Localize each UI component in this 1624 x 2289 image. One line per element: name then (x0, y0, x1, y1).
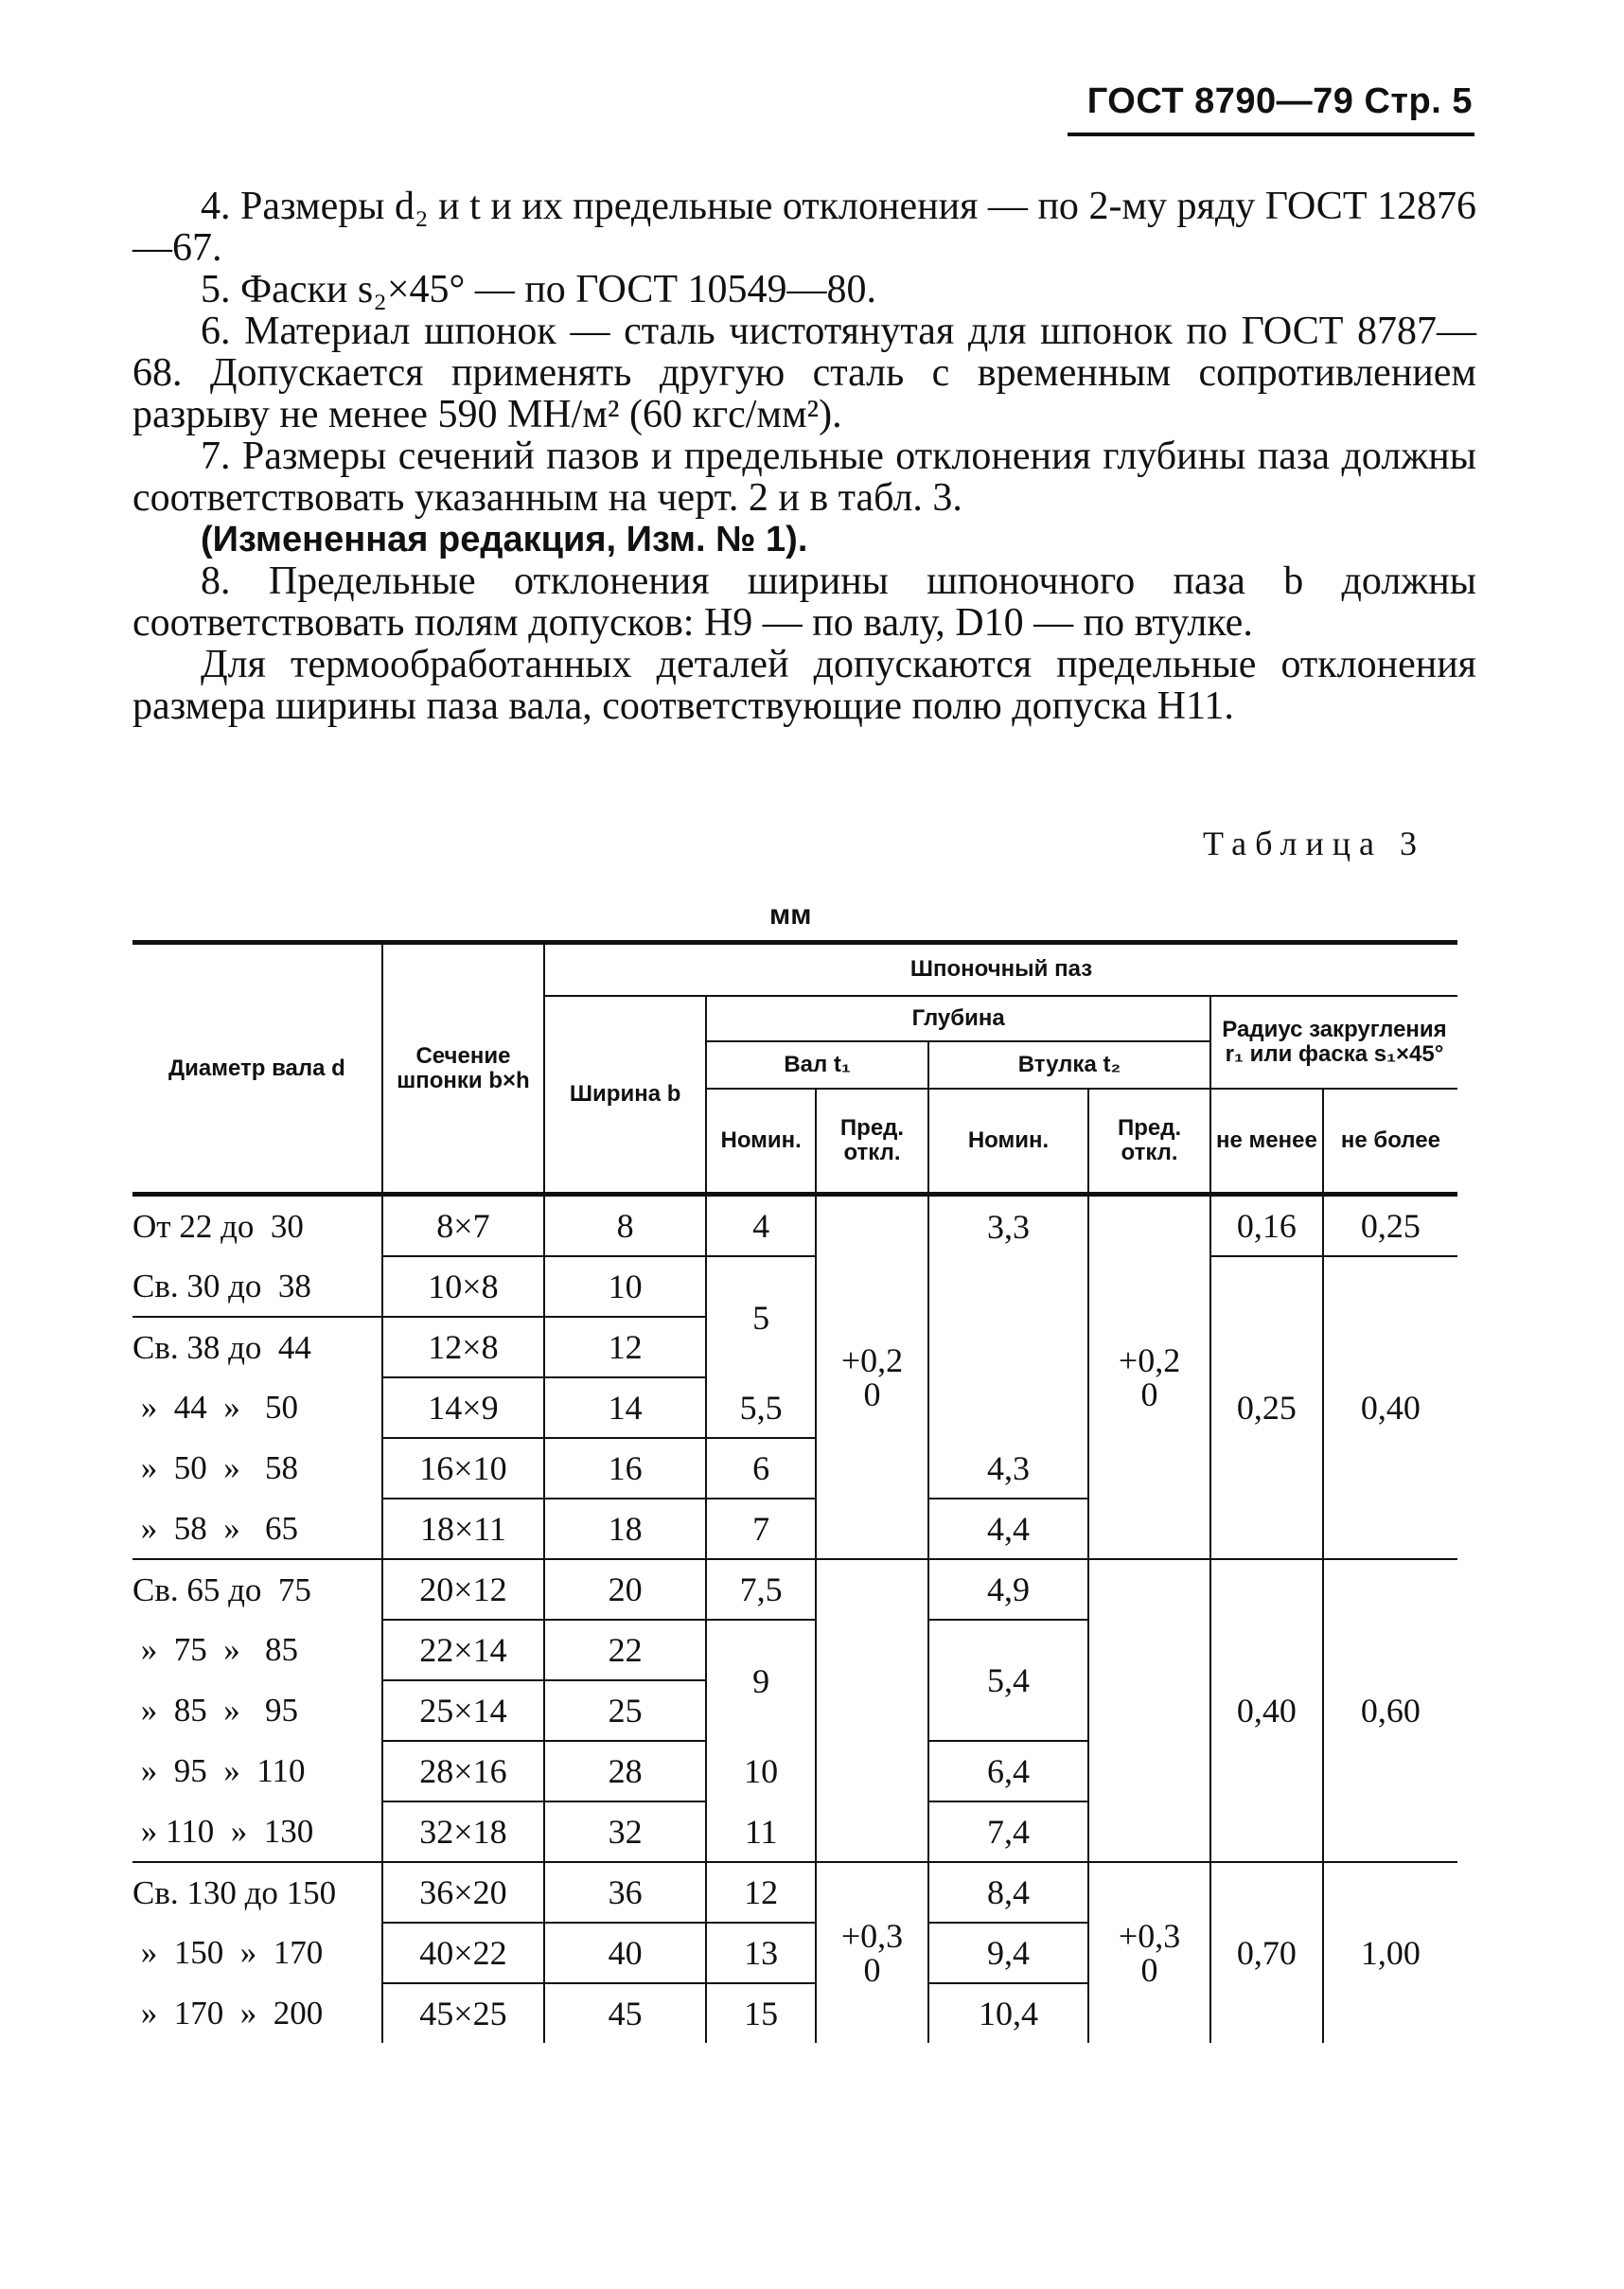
hub-tolerance-group-2: +0,3 0 (1088, 1862, 1210, 2043)
keyway-table (132, 940, 1457, 2043)
table-row: » 150 » 170 40×22 40 13 9,4 (132, 1923, 1457, 1983)
paragraph-4: 4. Размеры d₂ и t и их предельные отклонения — по 2-му ряду ГОСТ 12876—67. (132, 185, 1476, 270)
header-rule (1068, 133, 1474, 136)
col-header-shaft-tolerance: Пред. откл. (816, 1089, 928, 1195)
table-row: От 22 до 30 8×7 8 4 +0,2 0 3,3 +0,2 0 0,16 0,25 (132, 1195, 1457, 1257)
paragraph-heat-treated: Для термообработанных деталей допускаются предельные отклонения размера ширины паза вала, соответствующие полю допуска H11. (132, 643, 1476, 728)
col-header-radius-min: не менее (1210, 1089, 1323, 1195)
body-text (132, 186, 1476, 727)
shaft-tolerance-group-1: +0,2 0 (816, 1195, 928, 1560)
table-row: » 110 » 130 32×18 32 11 7,4 (132, 1801, 1457, 1862)
col-header-keyway: Шпоночный паз (544, 943, 1457, 996)
amendment-note: (Измененная редакция, Изм. № 1). (201, 520, 808, 559)
paragraph-6: 6. Материал шпонок — сталь чистотянутая для шпонок по ГОСТ 8787—68. Допускается применять другую сталь с временным сопротивлением разрыву не менее 590 МН/м² (60 кгс/мм²). (132, 310, 1476, 436)
table-row: » 85 » 95 25×14 25 (132, 1680, 1457, 1741)
table-row: Св. 30 до 38 10×8 10 5 0,25 0,40 (132, 1256, 1457, 1317)
col-header-radius-max: не более (1323, 1089, 1457, 1195)
col-header-width: Ширина b (544, 996, 706, 1195)
col-header-hub-tolerance: Пред. откл. (1088, 1089, 1210, 1195)
shaft-tolerance-group-2: +0,3 0 (816, 1862, 928, 2043)
table-row: » 95 » 110 28×16 28 10 6,4 (132, 1741, 1457, 1801)
table-row: Св. 38 до 44 12×8 12 (132, 1317, 1457, 1377)
col-header-shaft: Вал t₁ (706, 1041, 928, 1089)
table-row: Св. 130 до 150 36×20 36 12 +0,3 0 8,4 +0,3 0 0,70 1,00 (132, 1862, 1457, 1923)
page-header: ГОСТ 8790—79 Стр. 5 (1086, 81, 1473, 121)
table-units: мм (769, 899, 812, 931)
paragraph-5: 5. Фаски s₂×45° — по ГОСТ 10549—80. (201, 268, 877, 311)
table-caption: Таблица 3 (1203, 825, 1425, 862)
table-row: » 58 » 65 18×11 18 7 4,4 (132, 1499, 1457, 1559)
col-header-depth: Глубина (706, 996, 1210, 1041)
paragraph-7: 7. Размеры сечений пазов и предельные отклонения глубины паза должны соответствовать указанным на черт. 2 и в табл. 3. (132, 435, 1476, 520)
table-row: » 75 » 85 22×14 22 9 5,4 (132, 1620, 1457, 1680)
paragraph-8: 8. Предельные отклонения ширины шпоночного паза b должны соответствовать полям допусков: H9 — по валу, D10 — по втулке. (132, 559, 1476, 645)
table-row: Св. 65 до 75 20×12 20 7,5 4,9 0,40 0,60 (132, 1559, 1457, 1620)
col-header-diameter: Диаметр вала d (132, 943, 382, 1195)
col-header-hub: Втулка t₂ (928, 1041, 1210, 1089)
hub-tolerance-group-1: +0,2 0 (1088, 1195, 1210, 1560)
col-header-shaft-nominal: Номин. (706, 1089, 816, 1195)
table-row: » 170 » 200 45×25 45 15 10,4 (132, 1983, 1457, 2043)
col-header-hub-nominal: Номин. (928, 1089, 1088, 1195)
col-header-radius: Радиус закругления r₁ или фаска s₁×45° (1210, 996, 1457, 1089)
table-row: » 50 » 58 16×10 16 6 4,3 (132, 1438, 1457, 1499)
col-header-key-section: Сечение шпонки b×h (382, 943, 544, 1195)
table-row: » 44 » 50 14×9 14 5,5 (132, 1377, 1457, 1438)
